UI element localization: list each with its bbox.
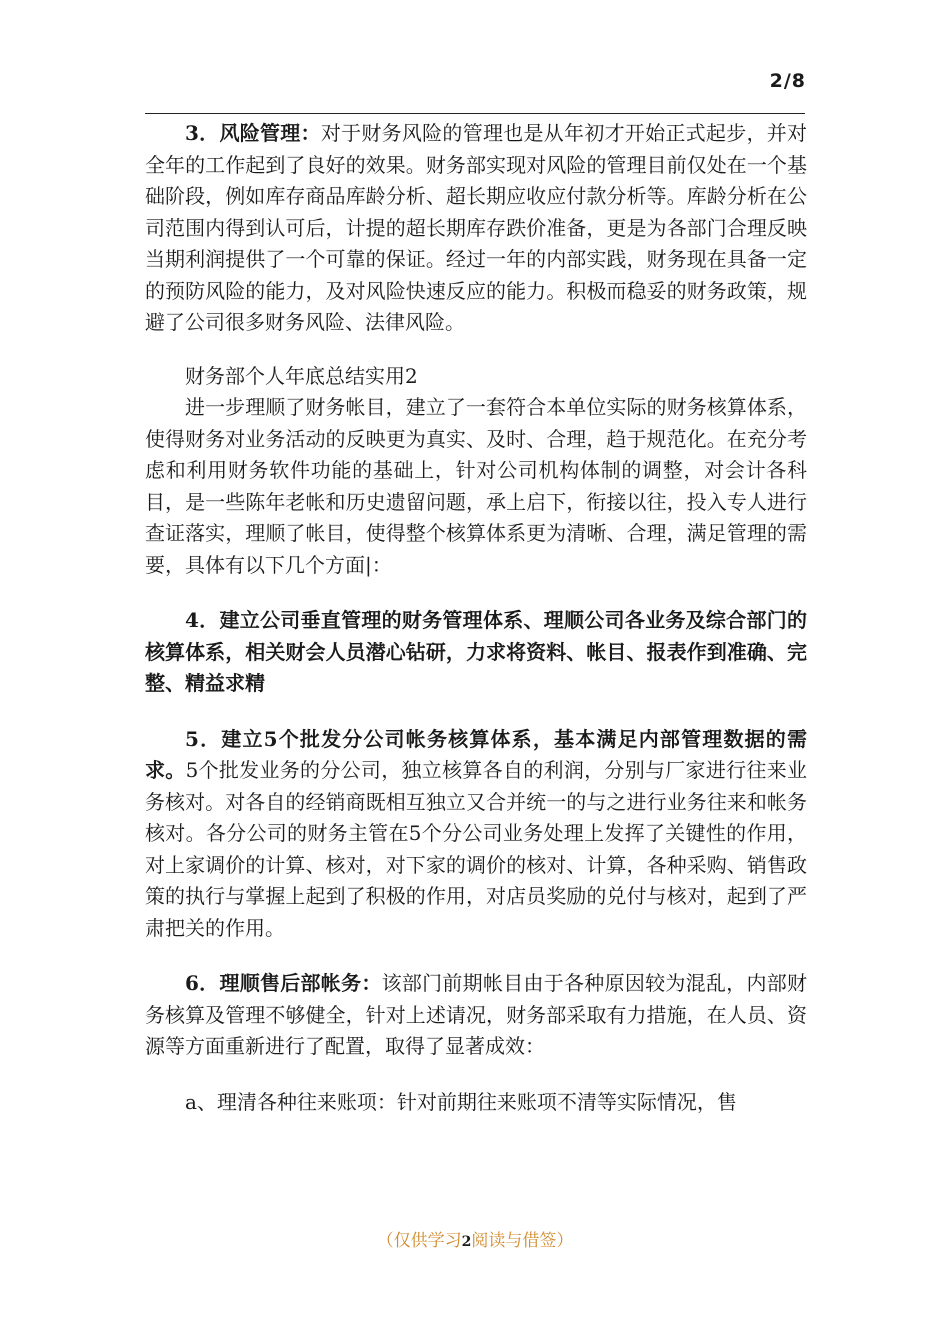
section-5-paragraph <box>145 724 807 945</box>
intro-paragraph: 进一步理顺了财务帐目，建立了一套符合本单位实际的财务核算体系，使得财务对业务活动的反映更为真实、及时、合理，趋于规范化。在充分考虑和利用财务软件功能的基础上，针对公司机构体制的调整，对会计各科目，是一些陈年老帐和历史遗留问题，承上启下，衔接以往，投入专人进行查证落实，理顺了帐目，使得整个核算体系更为清晰、合理，满足管理的需要，具体有以下几个方面|： <box>145 395 807 577</box>
section-3-paragraph <box>145 118 807 339</box>
section-6-body: 该部门前期帐目由于各种原因较为混乱，内部财务核算及管理不够健全，针对上述请况，财务部采取有力措施，在人员、资源等方面重新进行了配置，取得了显著成效： <box>145 971 807 1058</box>
section-6-paragraph <box>145 968 807 1063</box>
document-body <box>145 118 807 1118</box>
page-footer <box>0 1226 950 1251</box>
section-6-title: 6．理顺售后部帐务： <box>185 971 382 995</box>
footer-text-left: （仅供学习 <box>376 1231 462 1251</box>
subtitle: 财务部个人年底总结实用2 <box>185 363 418 388</box>
section-3-title: 3．风险管理： <box>185 121 321 145</box>
item-a: a、理清各种往来账项：针对前期往来账项不清等实际情况，售 <box>185 1089 737 1114</box>
section-5-title: 5．建立5个批发分公司帐务核算体系，基本满足内部管理数据的需求。 <box>145 726 807 782</box>
section-5-body: 5个批发业务的分公司，独立核算各自的利润，分别与厂家进行往来业务核对。对各自的经销商既相互独立又合并统一的与之进行业务往来和帐务核对。各分公司的财务主管在5个分公司业务处理上发挥了关键性的作用，对上家调价的计算、核对，对下家的调价的核对、计算，各种采购、销售政策的执行与掌握上起到了积极的作用，对店员奖励的兑付与核对，起到了严肃把关的作用。 <box>145 758 808 940</box>
section-3-body: 对于财务风险的管理也是从年初才开始正式起步，并对全年的工作起到了良好的效果。财务部实现对风险的管理目前仅处在一个基础阶段，例如库存商品库龄分析、超长期应收应付款分析等。库龄分析在公司范围内得到认可后，计提的超长期库存跌价准备，更是为各部门合理反映当期利润提供了一个可靠的保证。经过一年的内部实践，财务现在具备一定的预防风险的能力，及对风险快速反应的能力。积极而稳妥的财务政策，规避了公司很多财务风险、法律风险。 <box>145 121 808 334</box>
section-4-heading: 4．建立公司垂直管理的财务管理体系、理顺公司各业务及综合部门的核算体系，相关财会人员潜心钻研，力求将资料、帐目、报表作到准确、完整、精益求精 <box>145 608 807 695</box>
footer-page-number: 2 <box>461 1234 472 1250</box>
page-number: 2/8 <box>769 70 806 92</box>
header-divider <box>145 113 805 114</box>
footer-text-right: 阅读与借签） <box>471 1231 574 1251</box>
